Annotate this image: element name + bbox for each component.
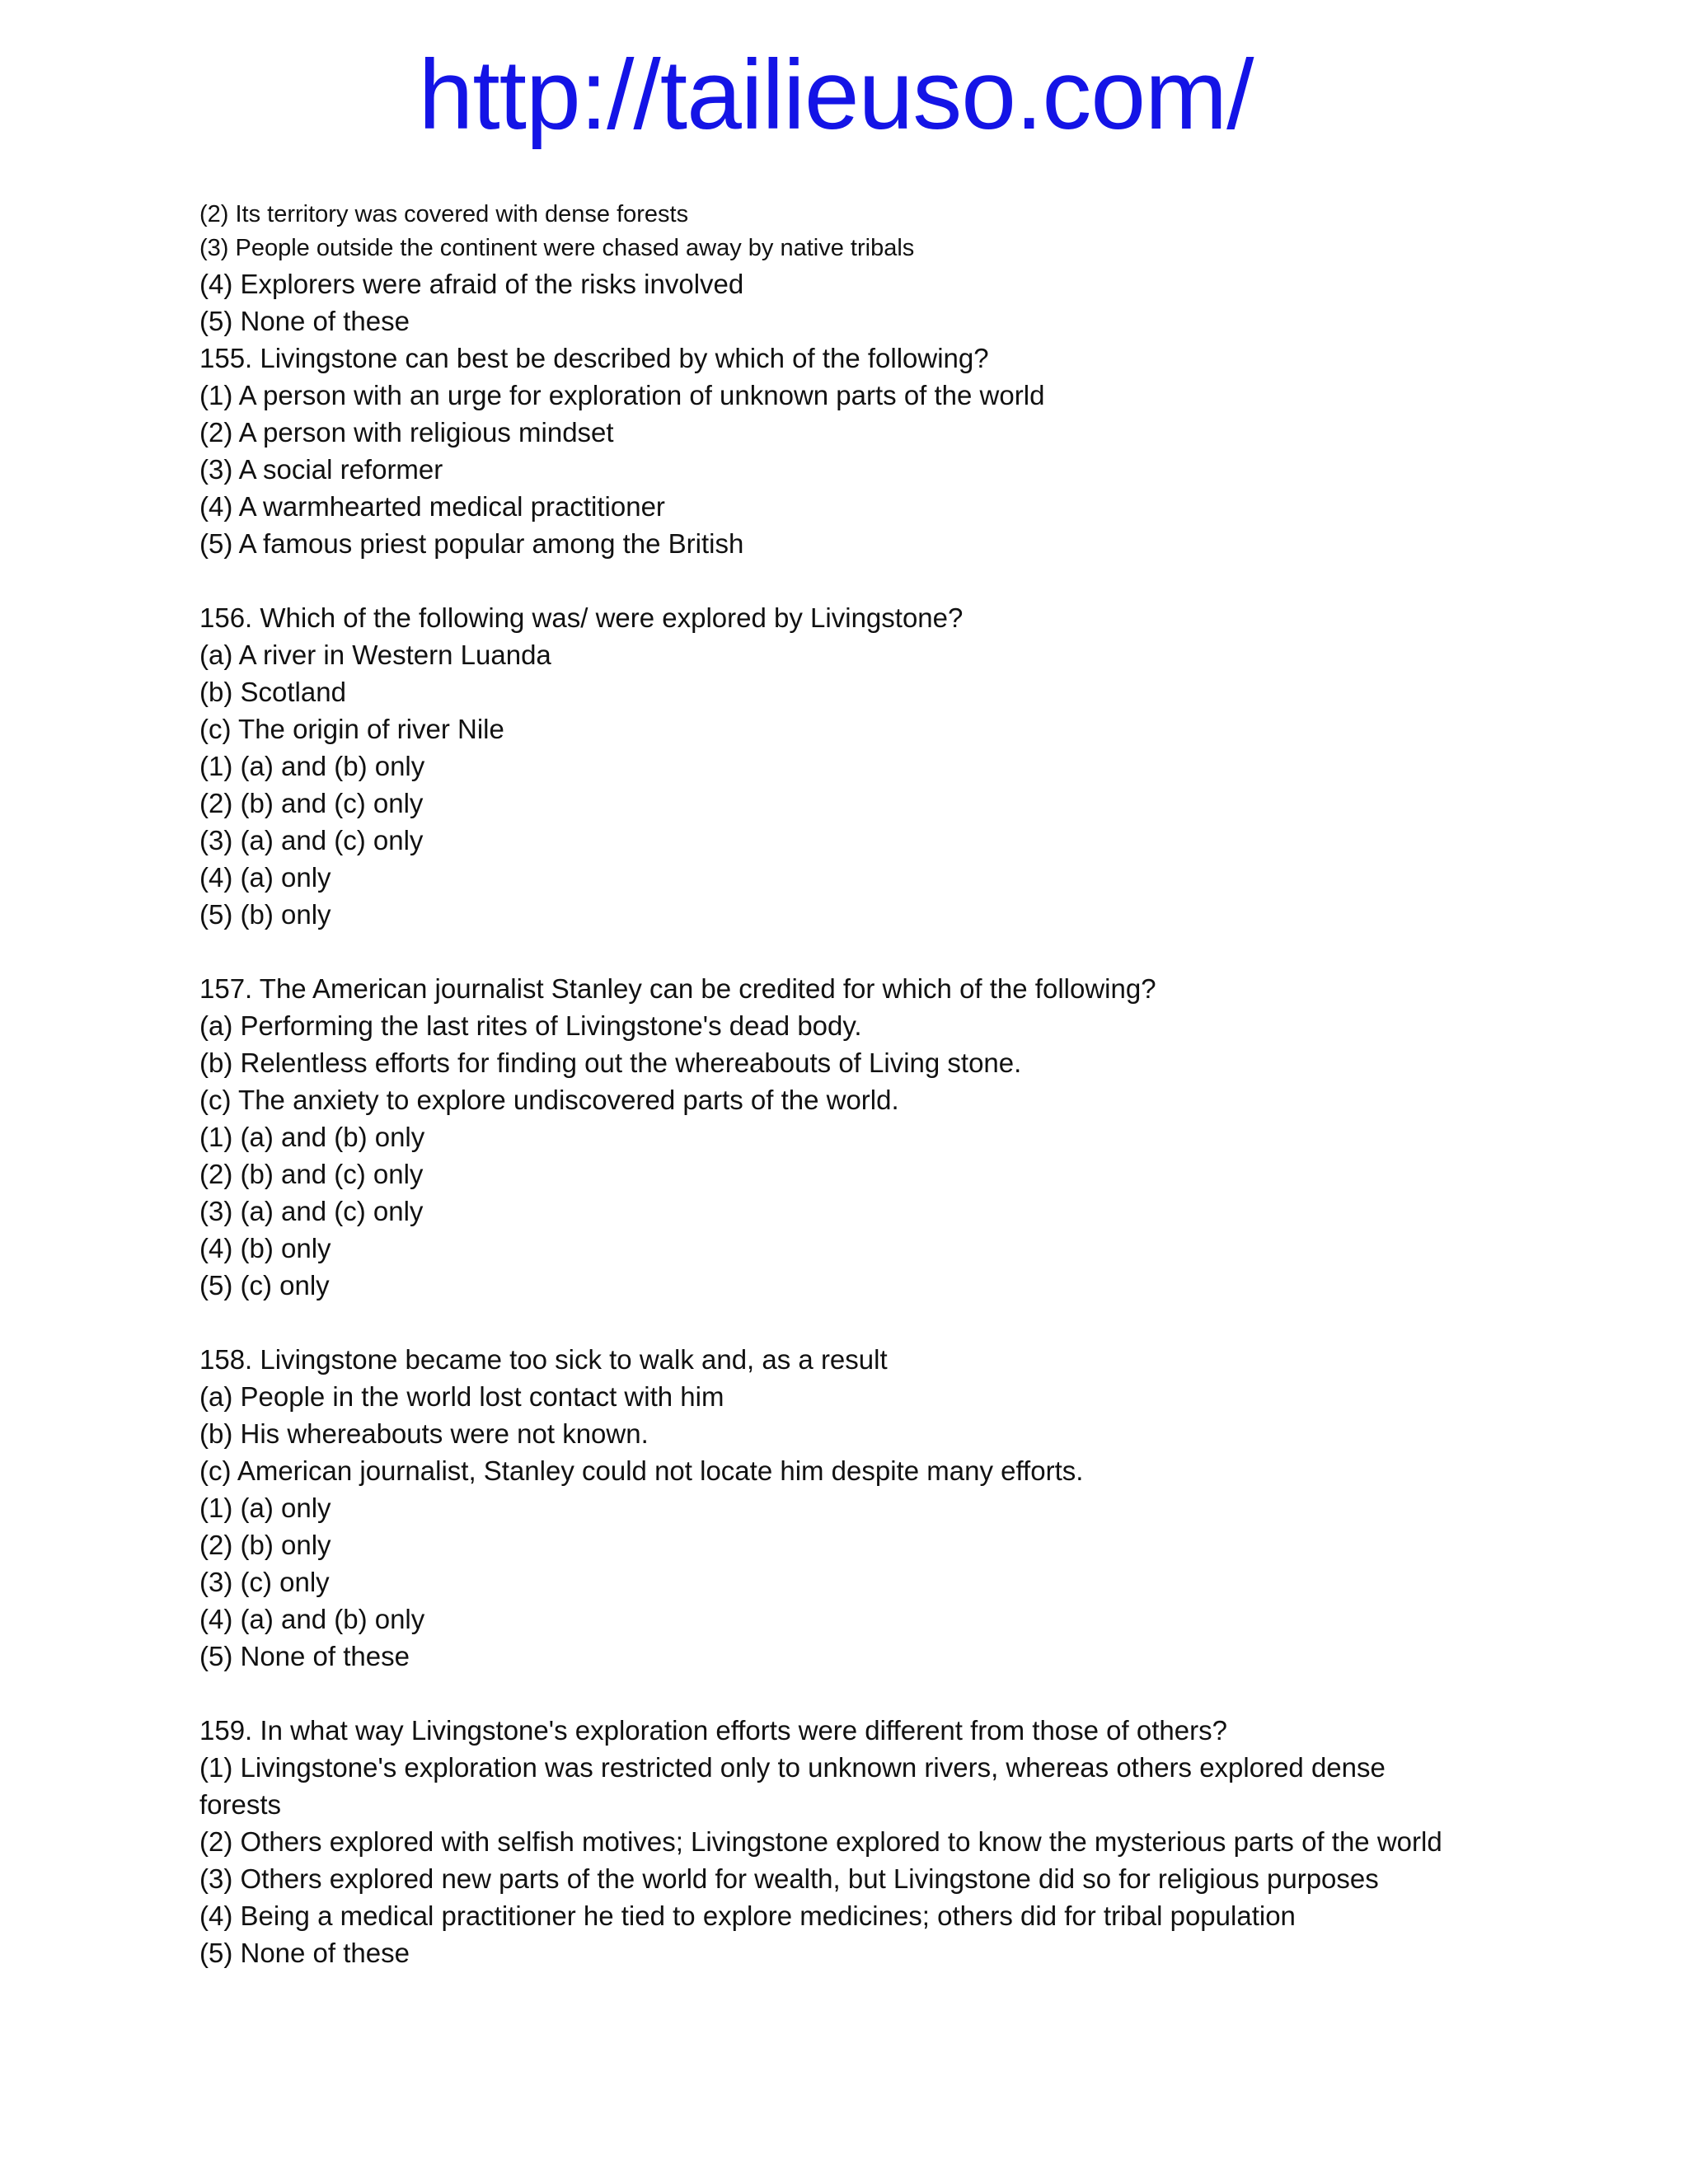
answer-option: (3) Others explored new parts of the world for wealth, but Livingstone did so for religious purposes <box>199 1863 1379 1894</box>
answer-option: (c) American journalist, Stanley could not locate him despite many efforts. <box>199 1455 1084 1486</box>
answer-option: (2) (b) and (c) only <box>199 1159 424 1189</box>
spacer <box>199 933 1518 970</box>
answer-option: (a) A river in Western Luanda <box>199 640 551 670</box>
spacer <box>199 1304 1518 1341</box>
answer-option: (2) (b) only <box>199 1530 331 1560</box>
answer-option: (4) (b) only <box>199 1233 331 1263</box>
spacer <box>199 1675 1518 1712</box>
question-text: 155. Livingstone can best be described by which of the following? <box>199 343 989 373</box>
answer-option: (a) Performing the last rites of Livingstone's dead body. <box>199 1010 862 1041</box>
answer-option: forests <box>199 1789 282 1820</box>
answer-option: (3) A social reformer <box>199 454 443 485</box>
spacer <box>199 562 1518 599</box>
answer-option: (b) His whereabouts were not known. <box>199 1418 649 1449</box>
question-text: 156. Which of the following was/ were explored by Livingstone? <box>199 602 964 633</box>
answer-option: (4) (a) and (b) only <box>199 1604 425 1634</box>
site-header <box>0 37 1688 152</box>
answer-option: (1) (a) only <box>199 1493 331 1523</box>
question-text: 159. In what way Livingstone's exploration efforts were different from those of others? <box>199 1715 1227 1746</box>
question-block-156 <box>199 599 1518 933</box>
answer-option: (3) People outside the continent were chased away by native tribals <box>199 235 915 261</box>
answer-option: (2) Others explored with selfish motives; Livingstone explored to know the mysterious parts of the world <box>199 1826 1442 1857</box>
answer-option: (4) Being a medical practitioner he tied to explore medicines; others did for tribal population <box>199 1900 1296 1931</box>
answer-option: (4) Explorers were afraid of the risks involved <box>199 269 744 299</box>
answer-option: (5) None of these <box>199 1641 410 1671</box>
answer-option: (2) A person with religious mindset <box>199 417 614 448</box>
answer-option: (1) (a) and (b) only <box>199 1122 425 1152</box>
answer-option: (5) A famous priest popular among the British <box>199 528 744 559</box>
question-text: 157. The American journalist Stanley can be credited for which of the following? <box>199 973 1156 1004</box>
question-block-157 <box>199 970 1518 1304</box>
answer-option: (3) (a) and (c) only <box>199 1196 424 1226</box>
question-text: 158. Livingstone became too sick to walk and, as a result <box>199 1344 888 1375</box>
answer-option: (5) (b) only <box>199 899 331 930</box>
answer-option: (b) Relentless efforts for finding out the whereabouts of Living stone. <box>199 1047 1022 1078</box>
answer-option: (b) Scotland <box>199 677 346 707</box>
answer-option: (c) The anxiety to explore undiscovered parts of the world. <box>199 1085 899 1115</box>
answer-option: (5) None of these <box>199 1938 410 1968</box>
question-content <box>199 198 1518 1971</box>
question-block-158 <box>199 1341 1518 1675</box>
answer-option: (4) A warmhearted medical practitioner <box>199 491 665 522</box>
question-block-159 <box>199 1712 1518 1971</box>
answer-option: (1) Livingstone's exploration was restricted only to unknown rivers, whereas others explored dense <box>199 1752 1386 1783</box>
answer-option: (1) (a) and (b) only <box>199 751 425 781</box>
answer-option: (2) (b) and (c) only <box>199 788 424 818</box>
answer-option: (5) (c) only <box>199 1270 330 1301</box>
question-block-155 <box>199 340 1518 562</box>
answer-option: (4) (a) only <box>199 862 331 893</box>
answer-option: (c) The origin of river Nile <box>199 714 504 744</box>
intro-options <box>199 198 1518 340</box>
site-link[interactable]: http://tailieuso.com/ <box>418 40 1254 150</box>
answer-option: (3) (a) and (c) only <box>199 825 424 855</box>
answer-option: (2) Its territory was covered with dense forests <box>199 201 689 227</box>
answer-option: (5) None of these <box>199 306 410 336</box>
answer-option: (a) People in the world lost contact with him <box>199 1381 724 1412</box>
answer-option: (3) (c) only <box>199 1567 330 1597</box>
answer-option: (1) A person with an urge for exploration of unknown parts of the world <box>199 380 1045 410</box>
